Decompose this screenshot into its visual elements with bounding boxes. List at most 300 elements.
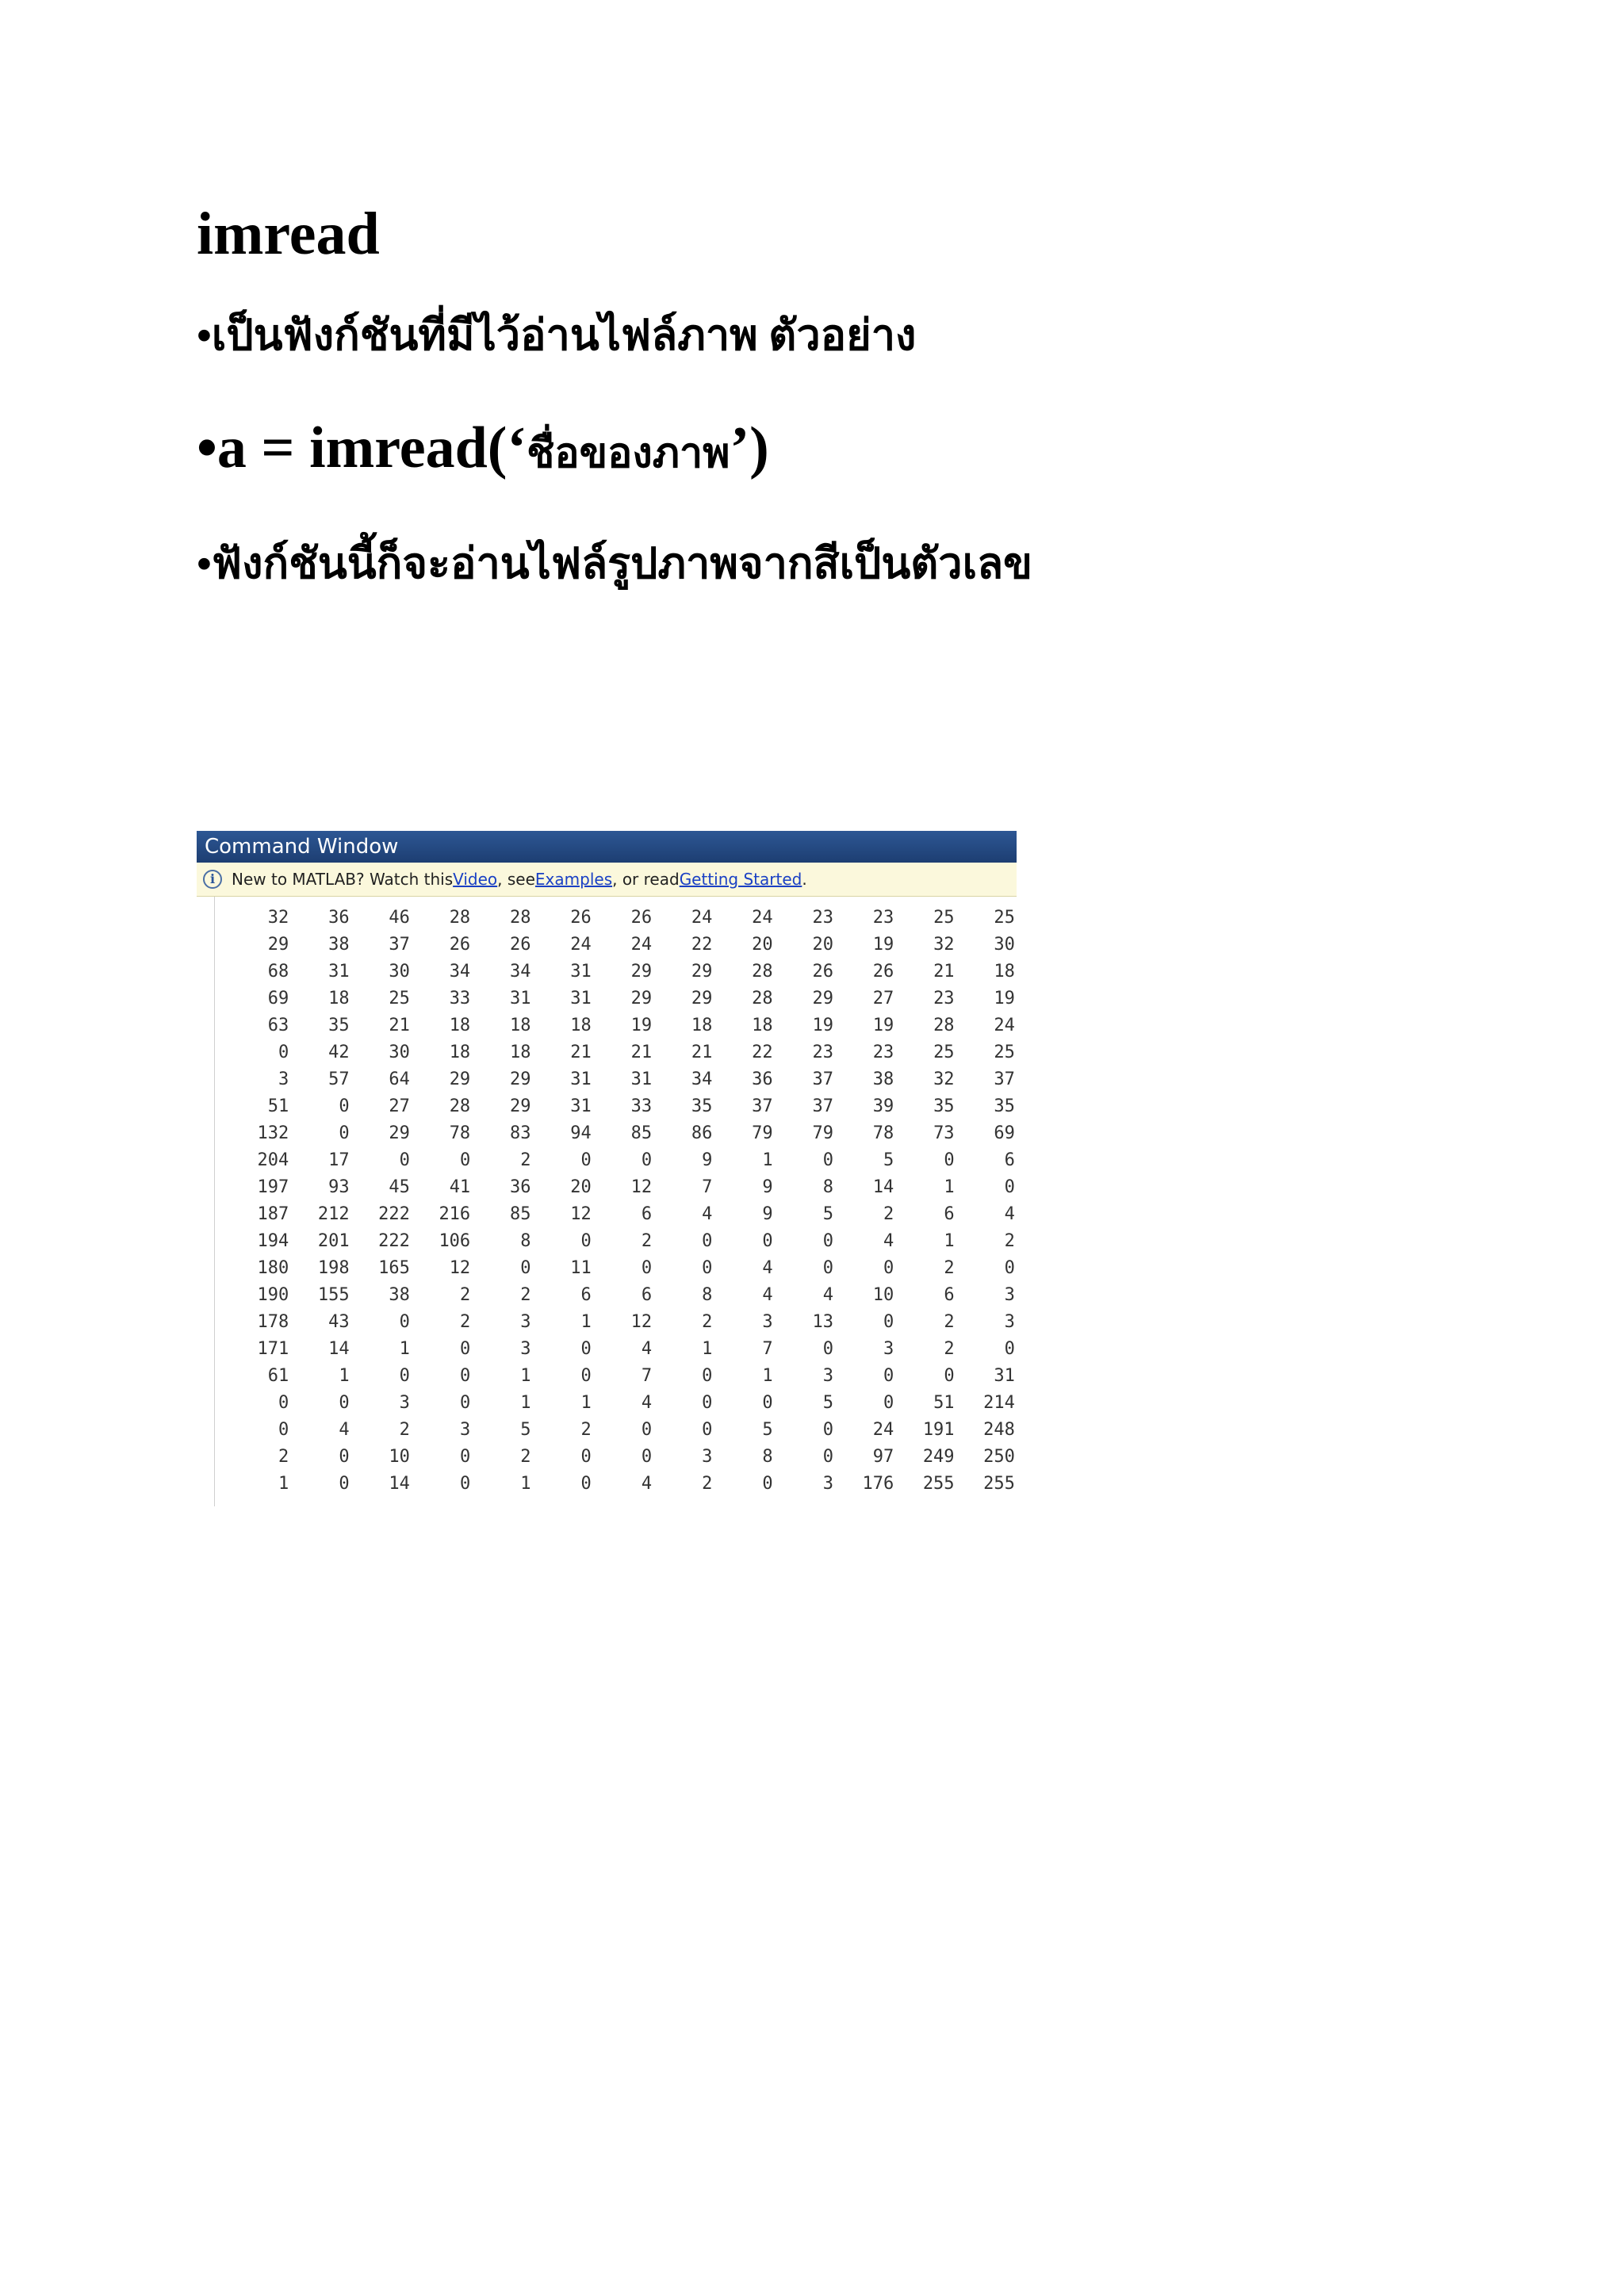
matrix-cell: 19 — [872, 935, 894, 955]
matrix-cell: 23 — [812, 908, 833, 928]
matrix-cell: 29 — [509, 1070, 531, 1089]
matrix-cell: 0 — [822, 1447, 833, 1467]
matrix-cell: 0 — [702, 1420, 713, 1440]
matrix-cell: 204 — [257, 1150, 289, 1170]
matrix-cell: 12 — [630, 1177, 653, 1197]
matrix-cell: 21 — [630, 1043, 653, 1062]
matrix-cell: 194 — [257, 1231, 289, 1251]
matrix-cell: 20 — [812, 935, 833, 955]
matrix-cell: 6 — [1004, 1150, 1015, 1170]
matrix-cell: 85 — [509, 1204, 531, 1224]
matrix-cell: 197 — [257, 1177, 289, 1197]
matrix-cell: 27 — [872, 989, 894, 1008]
matrix-row — [228, 1228, 1015, 1255]
matrix-cell: 18 — [691, 1016, 713, 1035]
matrix-cell: 33 — [630, 1096, 653, 1116]
matrix-cell: 23 — [872, 1043, 894, 1062]
matrix-cell: 5 — [762, 1420, 773, 1440]
matrix-cell: 249 — [922, 1447, 955, 1467]
matrix-cell: 0 — [459, 1339, 471, 1359]
matrix-cell: 18 — [570, 1016, 592, 1035]
matrix-cell: 2 — [399, 1420, 410, 1440]
matrix-cell: 2 — [520, 1150, 531, 1170]
matrix-row — [228, 1066, 1015, 1093]
matrix-cell: 255 — [922, 1474, 955, 1494]
matrix-cell: 0 — [702, 1393, 713, 1413]
matrix-row — [228, 932, 1015, 959]
matrix-cell: 29 — [267, 935, 289, 955]
matrix-cell: 24 — [691, 908, 713, 928]
info-mid2: , or read — [612, 870, 680, 889]
matrix-cell: 0 — [339, 1393, 350, 1413]
matrix-cell: 0 — [822, 1339, 833, 1359]
matrix-cell: 0 — [702, 1366, 713, 1386]
matrix-cell: 7 — [641, 1366, 653, 1386]
matrix-cell: 198 — [317, 1258, 350, 1278]
matrix-cell: 29 — [389, 1123, 410, 1143]
matrix-cell: 5 — [822, 1393, 833, 1413]
matrix-cell: 1 — [520, 1393, 531, 1413]
matrix-cell: 14 — [328, 1339, 350, 1359]
matrix-cell: 0 — [278, 1043, 289, 1062]
matrix-cell: 29 — [630, 962, 653, 982]
matrix-cell: 26 — [449, 935, 471, 955]
matrix-cell: 1 — [339, 1366, 350, 1386]
matrix-cell: 29 — [449, 1070, 471, 1089]
matrix-cell: 0 — [339, 1447, 350, 1467]
matrix-row — [228, 1039, 1015, 1066]
matrix-cell: 0 — [883, 1258, 894, 1278]
matrix-cell: 31 — [570, 1096, 592, 1116]
matrix-cell: 0 — [580, 1474, 592, 1494]
matrix-cell: 0 — [459, 1447, 471, 1467]
matrix-cell: 29 — [630, 989, 653, 1008]
matrix-cell: 26 — [509, 935, 531, 955]
examples-link[interactable]: Examples — [534, 870, 613, 889]
matrix-cell: 30 — [994, 935, 1015, 955]
info-mid1: , see — [497, 870, 535, 889]
matrix-cell: 9 — [762, 1204, 773, 1224]
matrix-cell: 250 — [983, 1447, 1015, 1467]
matrix-cell: 222 — [378, 1204, 410, 1224]
matrix-row — [228, 1174, 1015, 1201]
command-window-gutter — [214, 897, 215, 1506]
matrix-cell: 29 — [691, 962, 713, 982]
matrix-cell: 4 — [641, 1339, 653, 1359]
matrix-cell: 36 — [328, 908, 350, 928]
matrix-row — [228, 1201, 1015, 1228]
matrix-cell: 12 — [449, 1258, 471, 1278]
matrix-cell: 18 — [752, 1016, 773, 1035]
matrix-cell: 0 — [339, 1123, 350, 1143]
matrix-cell: 4 — [641, 1474, 653, 1494]
matrix-cell: 6 — [641, 1285, 653, 1305]
matrix-cell: 4 — [339, 1420, 350, 1440]
matrix-cell: 86 — [691, 1123, 713, 1143]
matrix-cell: 28 — [449, 908, 471, 928]
command-window-info-bar — [197, 863, 1017, 897]
matrix-cell: 216 — [439, 1204, 471, 1224]
matrix-cell: 34 — [449, 962, 471, 982]
matrix-cell: 1 — [762, 1366, 773, 1386]
matrix-cell: 255 — [983, 1474, 1015, 1494]
matrix-cell: 35 — [994, 1096, 1015, 1116]
matrix-cell: 2 — [278, 1447, 289, 1467]
matrix-cell: 1 — [278, 1474, 289, 1494]
matrix-cell: 37 — [389, 935, 410, 955]
matrix-cell: 1 — [580, 1312, 592, 1332]
page-title: imread — [197, 201, 380, 267]
matrix-cell: 31 — [328, 962, 350, 982]
matrix-cell: 28 — [449, 1096, 471, 1116]
matrix-cell: 187 — [257, 1204, 289, 1224]
matrix-cell: 5 — [883, 1150, 894, 1170]
matrix-cell: 2 — [944, 1258, 955, 1278]
matrix-cell: 35 — [328, 1016, 350, 1035]
matrix-cell: 191 — [922, 1420, 955, 1440]
matrix-row — [228, 905, 1015, 932]
matrix-cell: 0 — [762, 1231, 773, 1251]
matrix-cell: 0 — [883, 1393, 894, 1413]
matrix-cell: 38 — [328, 935, 350, 955]
matrix-cell: 13 — [812, 1312, 833, 1332]
matrix-cell: 3 — [399, 1393, 410, 1413]
matrix-cell: 4 — [762, 1285, 773, 1305]
matrix-cell: 0 — [641, 1447, 653, 1467]
matrix-cell: 3 — [520, 1312, 531, 1332]
matrix-cell: 171 — [257, 1339, 289, 1359]
matrix-row — [228, 1309, 1015, 1336]
matrix-cell: 6 — [944, 1204, 955, 1224]
matrix-cell: 6 — [580, 1285, 592, 1305]
matrix-cell: 73 — [933, 1123, 955, 1143]
matrix-cell: 0 — [580, 1366, 592, 1386]
command-window-title: Command Window — [197, 831, 1017, 863]
matrix-cell: 0 — [1004, 1258, 1015, 1278]
matrix-cell: 24 — [872, 1420, 894, 1440]
matrix-cell: 18 — [509, 1043, 531, 1062]
matrix-cell: 24 — [570, 935, 592, 955]
matrix-cell: 176 — [862, 1474, 894, 1494]
matrix-cell: 25 — [994, 908, 1015, 928]
matrix-cell: 4 — [1004, 1204, 1015, 1224]
matrix-cell: 18 — [449, 1043, 471, 1062]
matrix-cell: 19 — [812, 1016, 833, 1035]
matrix-cell: 43 — [328, 1312, 350, 1332]
matrix-cell: 36 — [509, 1177, 531, 1197]
matrix-cell: 3 — [822, 1474, 833, 1494]
matrix-cell: 0 — [580, 1339, 592, 1359]
matrix-cell: 78 — [872, 1123, 894, 1143]
info-prefix: New to MATLAB? Watch this — [232, 870, 454, 889]
matrix-cell: 39 — [872, 1096, 894, 1116]
matrix-cell: 0 — [822, 1150, 833, 1170]
matrix-cell: 12 — [630, 1312, 653, 1332]
matrix-row — [228, 985, 1015, 1012]
matrix-cell: 2 — [520, 1285, 531, 1305]
matrix-cell: 21 — [691, 1043, 713, 1062]
matrix-cell: 0 — [702, 1258, 713, 1278]
matrix-cell: 93 — [328, 1177, 350, 1197]
matrix-cell: 21 — [570, 1043, 592, 1062]
matrix-row — [228, 1417, 1015, 1444]
matrix-cell: 27 — [389, 1096, 410, 1116]
matrix-cell: 5 — [520, 1420, 531, 1440]
matrix-cell: 4 — [702, 1204, 713, 1224]
matrix-cell: 23 — [812, 1043, 833, 1062]
matrix-cell: 0 — [822, 1231, 833, 1251]
matrix-cell: 0 — [339, 1096, 350, 1116]
matrix-cell: 26 — [630, 908, 653, 928]
matrix-cell: 2 — [1004, 1231, 1015, 1251]
matrix-cell: 28 — [752, 962, 773, 982]
matrix-cell: 0 — [1004, 1339, 1015, 1359]
matrix-cell: 26 — [812, 962, 833, 982]
matrix-cell: 97 — [872, 1447, 894, 1467]
matrix-cell: 25 — [933, 908, 955, 928]
matrix-cell: 51 — [933, 1393, 955, 1413]
matrix-cell: 1 — [580, 1393, 592, 1413]
matrix-row — [228, 1147, 1015, 1174]
matrix-cell: 18 — [449, 1016, 471, 1035]
matrix-cell: 68 — [267, 962, 289, 982]
matrix-row — [228, 1363, 1015, 1390]
matrix-cell: 0 — [459, 1150, 471, 1170]
matrix-cell: 3 — [1004, 1285, 1015, 1305]
matrix-cell: 33 — [449, 989, 471, 1008]
matrix-cell: 29 — [812, 989, 833, 1008]
matrix-cell: 28 — [752, 989, 773, 1008]
matrix-cell: 30 — [389, 1043, 410, 1062]
matrix-cell: 10 — [389, 1447, 410, 1467]
matrix-cell: 7 — [762, 1339, 773, 1359]
matrix-cell: 222 — [378, 1231, 410, 1251]
matrix-cell: 0 — [459, 1474, 471, 1494]
matrix-cell: 61 — [267, 1366, 289, 1386]
matrix-cell: 165 — [378, 1258, 410, 1278]
matrix-cell: 1 — [399, 1339, 410, 1359]
matrix-cell: 4 — [641, 1393, 653, 1413]
matrix-cell: 37 — [812, 1070, 833, 1089]
matrix-cell: 1 — [944, 1177, 955, 1197]
matrix-cell: 31 — [630, 1070, 653, 1089]
matrix-cell: 1 — [762, 1150, 773, 1170]
matrix-cell: 3 — [883, 1339, 894, 1359]
matrix-cell: 8 — [822, 1177, 833, 1197]
matrix-cell: 155 — [317, 1285, 350, 1305]
matrix-cell: 0 — [520, 1258, 531, 1278]
matrix-cell: 64 — [389, 1070, 410, 1089]
matrix-cell: 8 — [762, 1447, 773, 1467]
matrix-cell: 42 — [328, 1043, 350, 1062]
matrix-cell: 25 — [994, 1043, 1015, 1062]
matrix-cell: 36 — [752, 1070, 773, 1089]
matrix-cell: 45 — [389, 1177, 410, 1197]
matrix-cell: 7 — [702, 1177, 713, 1197]
matrix-cell: 3 — [1004, 1312, 1015, 1332]
matrix-cell: 2 — [459, 1312, 471, 1332]
matrix-cell: 46 — [389, 908, 410, 928]
matrix-cell: 35 — [933, 1096, 955, 1116]
matrix-cell: 30 — [389, 962, 410, 982]
bullet-code-example — [197, 412, 769, 490]
matrix-cell: 0 — [1004, 1177, 1015, 1197]
matrix-cell: 34 — [509, 962, 531, 982]
matrix-cell: 2 — [702, 1474, 713, 1494]
matrix-cell: 3 — [520, 1339, 531, 1359]
matrix-cell: 69 — [994, 1123, 1015, 1143]
matrix-cell: 4 — [822, 1285, 833, 1305]
matrix-cell: 0 — [399, 1312, 410, 1332]
matrix-cell: 0 — [580, 1447, 592, 1467]
matrix-row — [228, 1012, 1015, 1039]
matrix-cell: 32 — [933, 935, 955, 955]
matrix-cell: 132 — [257, 1123, 289, 1143]
matrix-cell: 9 — [702, 1150, 713, 1170]
matrix-cell: 4 — [883, 1231, 894, 1251]
matrix-cell: 63 — [267, 1016, 289, 1035]
matrix-cell: 24 — [630, 935, 653, 955]
matrix-row — [228, 1120, 1015, 1147]
code-call: •a = imread(‘ — [197, 415, 527, 480]
matrix-cell: 0 — [459, 1393, 471, 1413]
matrix-cell: 37 — [812, 1096, 833, 1116]
matrix-row — [228, 1093, 1015, 1120]
matrix-cell: 0 — [883, 1312, 894, 1332]
matrix-cell: 2 — [944, 1339, 955, 1359]
matrix-cell: 20 — [752, 935, 773, 955]
matrix-row — [228, 959, 1015, 985]
matrix-cell: 28 — [933, 1016, 955, 1035]
matrix-cell: 37 — [994, 1070, 1015, 1089]
matrix-cell: 32 — [933, 1070, 955, 1089]
matrix-cell: 24 — [752, 908, 773, 928]
matrix-cell: 85 — [630, 1123, 653, 1143]
matrix-cell: 2 — [641, 1231, 653, 1251]
matrix-cell: 0 — [580, 1231, 592, 1251]
matlab-command-window-screenshot — [197, 831, 1017, 1506]
matrix-cell: 1 — [520, 1474, 531, 1494]
matrix-cell: 22 — [752, 1043, 773, 1062]
matrix-cell: 4 — [762, 1258, 773, 1278]
matrix-cell: 23 — [933, 989, 955, 1008]
matrix-cell: 18 — [328, 989, 350, 1008]
matrix-cell: 190 — [257, 1285, 289, 1305]
matrix-cell: 3 — [278, 1070, 289, 1089]
matrix-cell: 0 — [883, 1366, 894, 1386]
matrix-cell: 0 — [702, 1231, 713, 1251]
matrix-cell: 24 — [994, 1016, 1015, 1035]
matrix-cell: 19 — [872, 1016, 894, 1035]
matrix-cell: 51 — [267, 1096, 289, 1116]
matrix-cell: 79 — [752, 1123, 773, 1143]
matrix-cell: 106 — [439, 1231, 471, 1251]
matrix-cell: 3 — [702, 1447, 713, 1467]
matrix-cell: 212 — [317, 1204, 350, 1224]
matrix-cell: 0 — [459, 1366, 471, 1386]
matrix-cell: 0 — [399, 1150, 410, 1170]
matrix-cell: 248 — [983, 1420, 1015, 1440]
matrix-cell: 0 — [822, 1258, 833, 1278]
matrix-cell: 2 — [944, 1312, 955, 1332]
matrix-cell: 79 — [812, 1123, 833, 1143]
matrix-cell: 21 — [933, 962, 955, 982]
matrix-cell: 0 — [339, 1474, 350, 1494]
matrix-cell: 29 — [509, 1096, 531, 1116]
matrix-row — [228, 1255, 1015, 1282]
matrix-cell: 9 — [762, 1177, 773, 1197]
matrix-cell: 25 — [933, 1043, 955, 1062]
info-suffix: . — [802, 870, 807, 889]
matrix-cell: 6 — [641, 1204, 653, 1224]
command-window-output — [197, 897, 1017, 1506]
matrix-cell: 17 — [328, 1150, 350, 1170]
matrix-cell: 8 — [520, 1231, 531, 1251]
matrix-cell: 18 — [509, 1016, 531, 1035]
matrix-cell: 12 — [570, 1204, 592, 1224]
code-close: ’) — [730, 415, 769, 480]
matrix-cell: 2 — [459, 1285, 471, 1305]
matrix-cell: 31 — [994, 1366, 1015, 1386]
matrix-cell: 38 — [872, 1070, 894, 1089]
matrix-cell: 0 — [641, 1420, 653, 1440]
matrix-cell: 0 — [822, 1420, 833, 1440]
matrix-cell: 31 — [570, 1070, 592, 1089]
matrix-cell: 10 — [872, 1285, 894, 1305]
matrix-cell: 1 — [944, 1231, 955, 1251]
matrix-cell: 57 — [328, 1070, 350, 1089]
matrix-cell: 0 — [278, 1420, 289, 1440]
getting-started-link[interactable]: Getting Started — [679, 870, 802, 889]
matrix-cell: 0 — [944, 1366, 955, 1386]
matrix-row — [228, 1471, 1015, 1498]
matrix-cell: 11 — [570, 1258, 592, 1278]
matrix-cell: 3 — [459, 1420, 471, 1440]
matrix-cell: 180 — [257, 1258, 289, 1278]
matrix-cell: 0 — [278, 1393, 289, 1413]
matrix-cell: 0 — [641, 1150, 653, 1170]
matrix-cell: 214 — [983, 1393, 1015, 1413]
matrix-row — [228, 1390, 1015, 1417]
matrix-cell: 0 — [641, 1258, 653, 1278]
matrix-cell: 38 — [389, 1285, 410, 1305]
matrix-cell: 20 — [570, 1177, 592, 1197]
matrix-cell: 32 — [267, 908, 289, 928]
matrix-cell: 26 — [872, 962, 894, 982]
matrix-cell: 1 — [702, 1339, 713, 1359]
matrix-cell: 21 — [389, 1016, 410, 1035]
matrix-cell: 78 — [449, 1123, 471, 1143]
matrix-cell: 14 — [389, 1474, 410, 1494]
matrix-cell: 14 — [872, 1177, 894, 1197]
matrix-cell: 2 — [520, 1447, 531, 1467]
bullet-explanation: •ฟังก์ชันนี้ก็จะอ่านไฟล์รูปภาพจากสีเป็นตัวเลข — [197, 540, 1033, 587]
video-link[interactable]: Video — [453, 870, 498, 889]
matrix-cell: 31 — [570, 962, 592, 982]
bullet-description: •เป็นฟังก์ชันที่มีไว้อ่านไฟล์ภาพ ตัวอย่าง — [197, 312, 917, 359]
matrix-cell: 23 — [872, 908, 894, 928]
matrix-cell: 41 — [449, 1177, 471, 1197]
matrix-cell: 3 — [822, 1366, 833, 1386]
matrix-cell: 0 — [580, 1150, 592, 1170]
matrix-cell: 8 — [702, 1285, 713, 1305]
matrix-cell: 28 — [509, 908, 531, 928]
matrix-cell: 201 — [317, 1231, 350, 1251]
matrix-cell: 22 — [691, 935, 713, 955]
matrix-cell: 34 — [691, 1070, 713, 1089]
matrix-cell: 35 — [691, 1096, 713, 1116]
matrix-cell: 31 — [509, 989, 531, 1008]
